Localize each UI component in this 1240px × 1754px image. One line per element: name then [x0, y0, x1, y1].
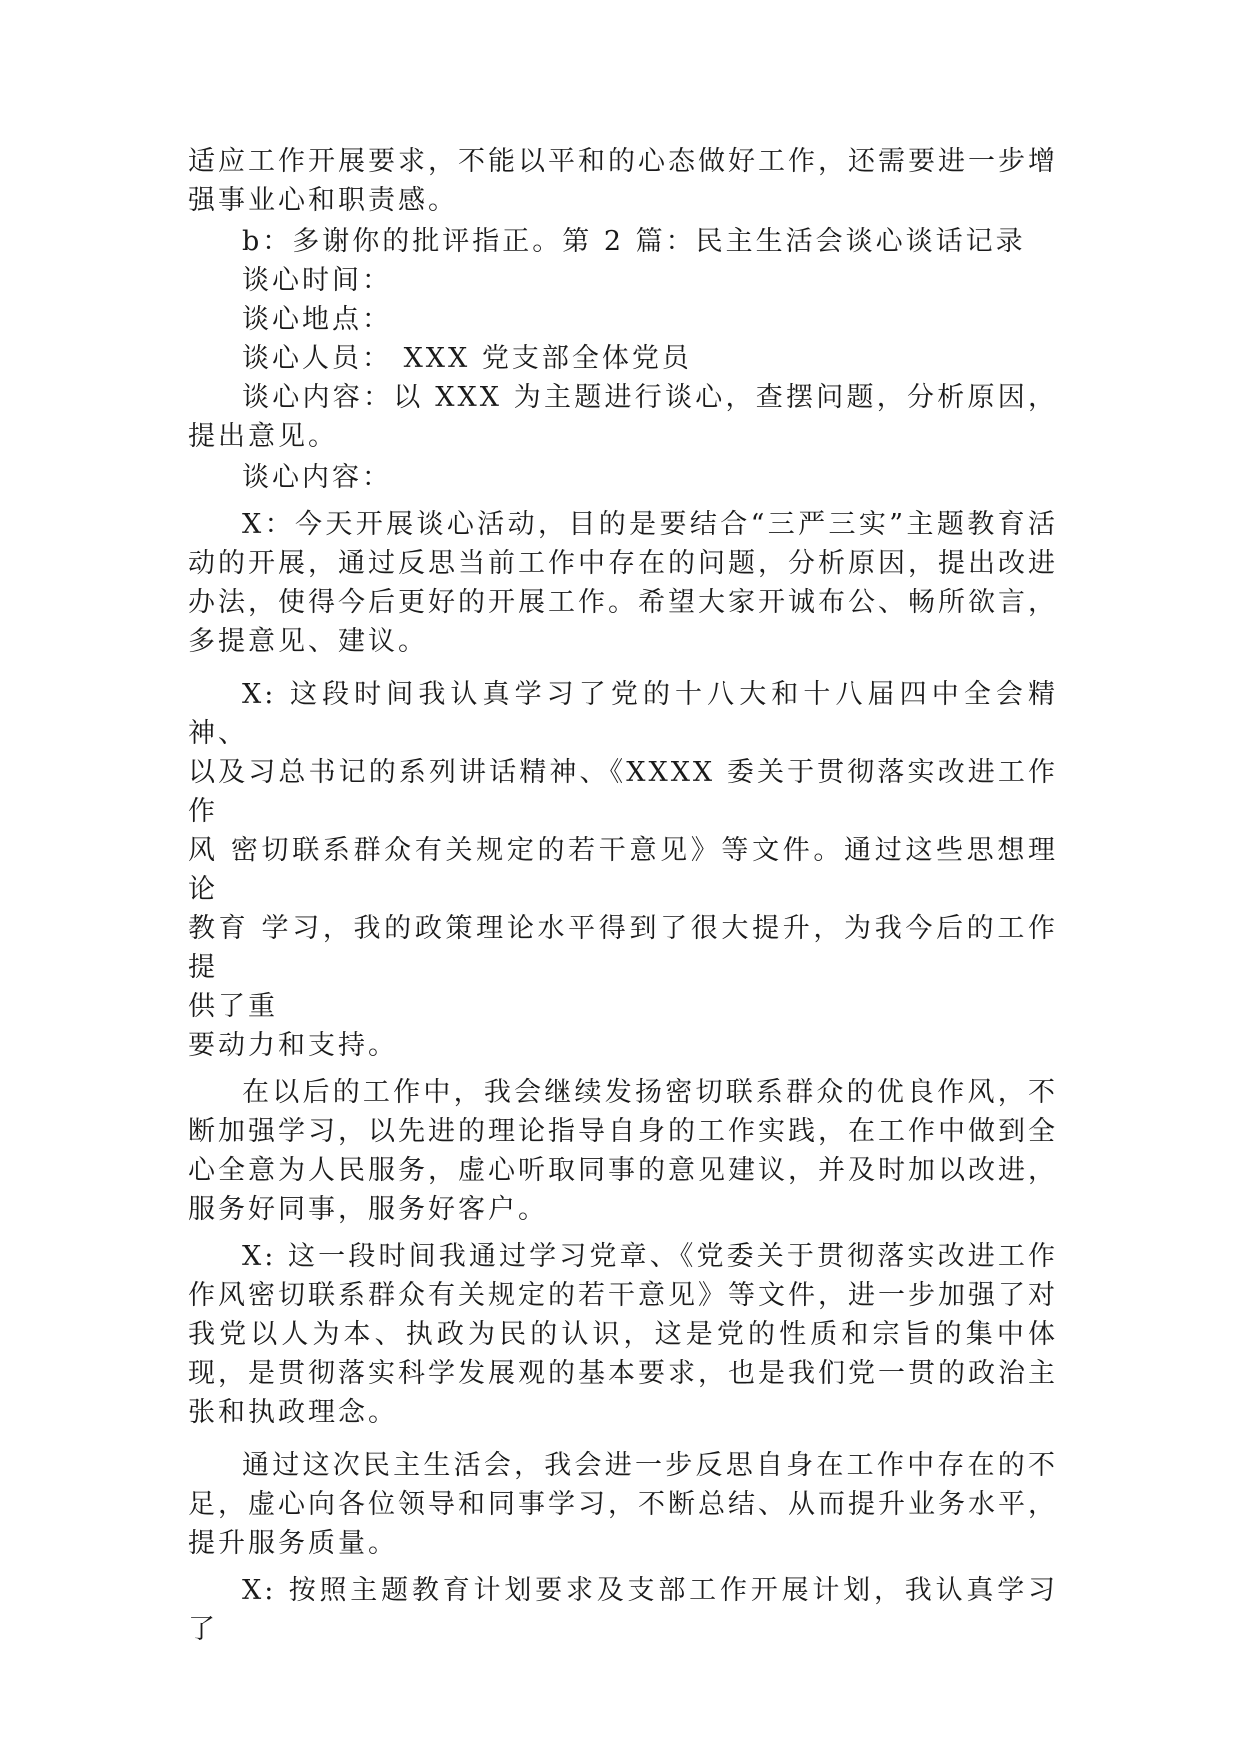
paragraph-speaker-opening: X：今天开展谈心活动，目的是要结合“三严三实”主题教育活动的开展，通过反思当前工作中存在的问题，分析原因，提出改进办法，使得今后更好的开展工作。希望大家开诚布公、畅所欲言，多提意见、建议。: [188, 509, 1058, 657]
field-talk-participants: 谈心人员： XXX 党支部全体党员: [242, 343, 692, 374]
paragraph-future-work: 在以后的工作中，我会继续发扬密切联系群众的优良作风，不断加强学习，以先进的理论指导自身的工作实践，在工作中做到全心全意为人民服务，虚心听取同事的意见建议，并及时加以改进，服务好同事，服务好客户。: [188, 1077, 1058, 1225]
paragraph-thanks-and-heading: b：多谢你的批评指正。第 2 篇：民主生活会谈心谈话记录: [242, 226, 1026, 257]
paragraph-speaker-plan: X: 按照主题教育计划要求及支部工作开展计划，我认真学习了: [188, 1575, 1058, 1645]
field-talk-content: 谈心内容：: [242, 462, 392, 493]
field-talk-time: 谈心时间：: [242, 265, 392, 296]
paragraph-speaker-party-charter: X: 这一段时间我通过学习党章、《党委关于贯彻落实改进工作作风密切联系群众有关规定的若干意见》等文件，进一步加强了对我党以人为本、执政为民的认识，这是党的性质和宗旨的集中体现，是贯彻落实科学发展观的基本要求，也是我们党一贯的政治主张和执政理念。: [188, 1241, 1058, 1428]
paragraph-continuation: 适应工作开展要求，不能以平和的心态做好工作，还需要进一步增强事业心和职责感。: [188, 146, 1058, 216]
paragraph-self-reflection: 通过这次民主生活会，我会进一步反思自身在工作中存在的不足，虚心向各位领导和同事学习，不断总结、从而提升业务水平，提升服务质量。: [188, 1450, 1058, 1559]
document-body: [188, 142, 1058, 1649]
field-talk-topic: 谈心内容：以 XXX 为主题进行谈心，查摆问题，分析原因，提出意见。: [188, 382, 1058, 452]
paragraph-speaker-study: X: 这段时间我认真学习了党的十八大和十八届四中全会精神、 以及习总书记的系列讲话精神、《XXXX 委关于贯彻落实改进工作作 风 密切联系群众有关规定的若干意见》等文件。通过这些思想理论 教育 学习，我的政策理论水平得到了很大提升，为我今后的工作提 供了重 要动力和支持。: [188, 679, 1058, 1061]
field-talk-location: 谈心地点：: [242, 304, 392, 335]
